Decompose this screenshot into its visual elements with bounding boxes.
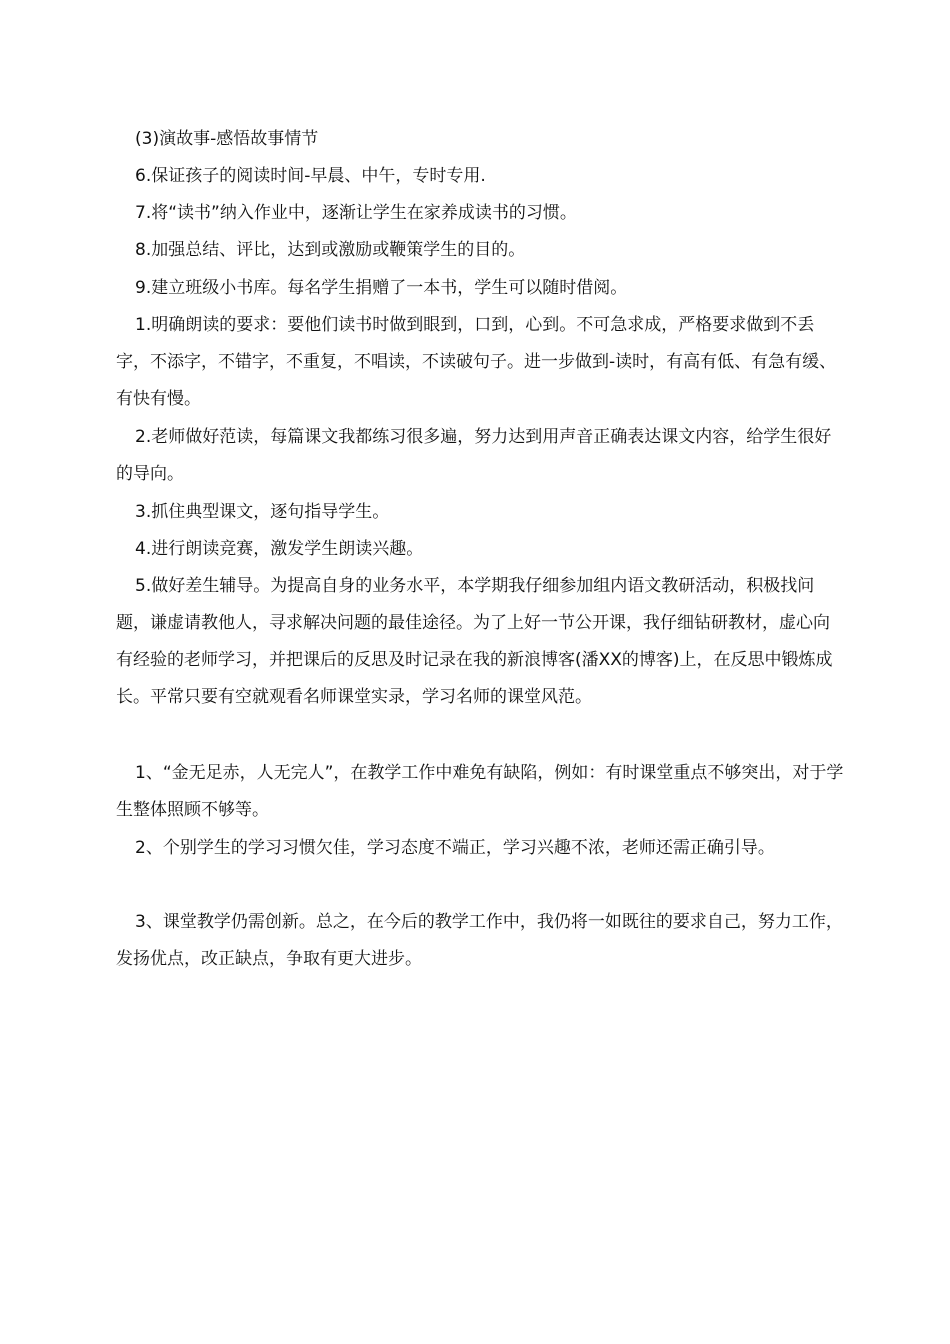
paragraph-item-7: 7.将“读书”纳入作业中，逐渐让学生在家养成读书的习惯。	[135, 203, 577, 223]
paragraph-reading-requirements: 1.明确朗读的要求：要他们读书时做到眼到，口到，心到。不可急求成，严格要求做到不丢字，不添字，不错字，不重复，不唱读，不读破句子。进一步做到-读时，有高有低、有急有缓、有快有慢。	[116, 315, 837, 409]
paragraph-story-acting: (3)演故事-感悟故事情节	[135, 129, 319, 149]
paragraph-tutoring: 5.做好差生辅导。为提高自身的业务水平，本学期我仔细参加组内语文教研活动，积极找问题，谦虚请教他人，寻求解决问题的最佳途径。为了上好一节公开课，我仔细钻研教材，虚心向有经验的老师学习，并把课后的反思及时记录在我的新浪博客(潘XX的博客)上，在反思中锻炼成长。平常只要有空就观看名师课堂实录，学习名师的课堂风范。	[116, 576, 833, 707]
paragraph-model-reading: 2.老师做好范读，每篇课文我都练习很多遍，努力达到用声音正确表达课文内容，给学生很好的导向。	[116, 427, 832, 484]
paragraph-typical-texts: 3.抓住典型课文，逐句指导学生。	[135, 502, 390, 522]
paragraph-reading-contest: 4.进行朗读竞赛，激发学生朗读兴趣。	[135, 539, 424, 559]
paragraph-shortcoming-2: 2、个别学生的学习习惯欠佳，学习态度不端正，学习兴趣不浓，老师还需正确引导。	[135, 838, 775, 858]
paragraph-item-8: 8.加强总结、评比，达到或激励或鞭策学生的目的。	[135, 240, 526, 260]
paragraph-item-6: 6.保证孩子的阅读时间-早晨、中午，专时专用.	[135, 166, 486, 186]
paragraph-shortcoming-1: 1、“金无足赤，人无完人”，在教学工作中难免有缺陷，例如：有时课堂重点不够突出，对于学生整体照顾不够等。	[116, 763, 844, 820]
paragraph-item-9: 9.建立班级小书库。每名学生捐赠了一本书，学生可以随时借阅。	[135, 278, 628, 298]
paragraph-shortcoming-3: 3、课堂教学仍需创新。总之，在今后的教学工作中，我仍将一如既往的要求自己，努力工作，发扬优点，改正缺点，争取有更大进步。	[116, 912, 843, 969]
